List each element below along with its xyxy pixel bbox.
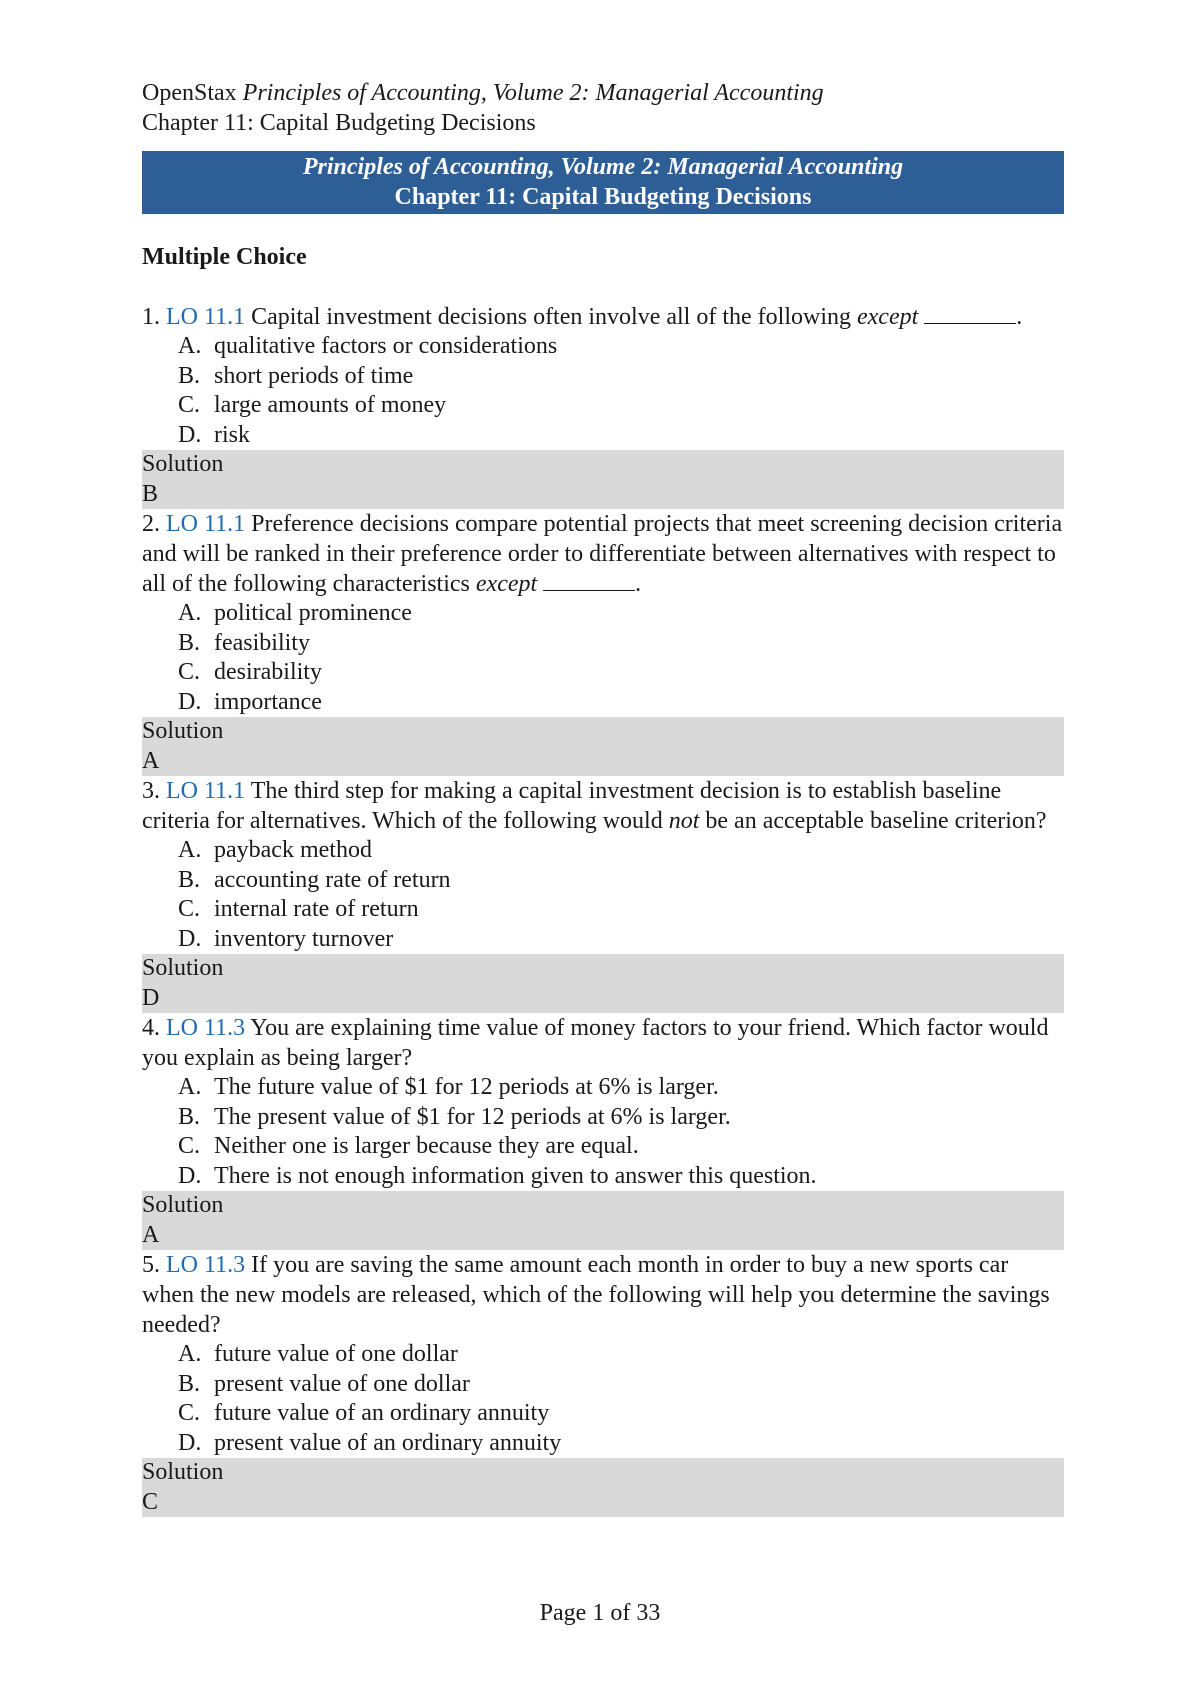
- banner-chapter-title: Chapter 11: Capital Budgeting Decisions: [394, 184, 812, 210]
- solution-answer: A: [142, 747, 160, 774]
- option-c: [142, 658, 1064, 688]
- option-a: [142, 332, 1064, 362]
- option-text: qualitative factors or considerations: [214, 333, 558, 359]
- solution-box: [142, 1191, 1064, 1250]
- learning-objective-tag: LO 11.3: [166, 1252, 246, 1278]
- option-letter: C.: [178, 392, 201, 418]
- banner-book-title: Principles of Accounting, Volume 2: Managerial Accounting: [302, 154, 904, 180]
- question-emphasis: not: [668, 808, 700, 834]
- option-letter: A.: [178, 1341, 202, 1367]
- publisher-name: OpenStax: [142, 80, 237, 106]
- option-a: [142, 836, 1064, 866]
- question-number: 3.: [142, 778, 160, 804]
- question-3: [142, 776, 1064, 1013]
- book-title: Principles of Accounting, Volume 2: Managerial Accounting: [242, 80, 824, 106]
- page-content: [142, 78, 1064, 1517]
- option-b: [142, 629, 1064, 659]
- question-4: [142, 1013, 1064, 1250]
- answer-options: [142, 836, 1064, 954]
- option-a: [142, 1073, 1064, 1103]
- option-letter: B.: [178, 866, 201, 893]
- option-b: [142, 866, 1064, 896]
- running-header: [142, 78, 1064, 138]
- solution-label: Solution: [142, 955, 224, 981]
- option-letter: D.: [178, 1429, 202, 1456]
- option-a: [142, 599, 1064, 629]
- answer-options: [142, 332, 1064, 450]
- question-emphasis: except: [475, 571, 538, 597]
- option-c: [142, 391, 1064, 421]
- page-footer: [0, 1600, 1200, 1627]
- question-text: [142, 1013, 1064, 1073]
- question-stem-end: .: [1016, 304, 1023, 330]
- option-letter: A.: [178, 600, 202, 626]
- option-letter: B.: [178, 1370, 201, 1397]
- option-text: present value of one dollar: [214, 1370, 470, 1397]
- option-letter: A.: [178, 333, 202, 359]
- question-5: [142, 1250, 1064, 1517]
- section-title: Multiple Choice: [142, 244, 307, 270]
- option-d: [142, 688, 1064, 718]
- option-text: accounting rate of return: [214, 866, 451, 893]
- option-b: [142, 362, 1064, 392]
- option-text: internal rate of return: [214, 896, 419, 922]
- learning-objective-tag: LO 11.3: [166, 1015, 246, 1041]
- question-2: [142, 509, 1064, 776]
- question-stem: You are explaining time value of money factors to your friend. Which factor would you explain as being larger?: [142, 1015, 1049, 1071]
- solution-answer: C: [142, 1488, 159, 1515]
- solution-box: [142, 1458, 1064, 1517]
- option-text: present value of an ordinary annuity: [214, 1429, 562, 1456]
- answer-blank: [924, 303, 1016, 324]
- question-emphasis: except: [857, 304, 919, 330]
- option-c: [142, 1132, 1064, 1162]
- option-text: inventory turnover: [214, 925, 394, 952]
- question-stem-end: be an acceptable baseline criterion?: [705, 808, 1047, 834]
- option-letter: D.: [178, 1162, 202, 1189]
- option-text: future value of an ordinary annuity: [214, 1400, 550, 1426]
- option-text: desirability: [214, 659, 322, 685]
- answer-options: [142, 599, 1064, 717]
- question-text: [142, 509, 1064, 599]
- option-text: payback method: [214, 837, 372, 863]
- answer-blank: [543, 570, 635, 591]
- solution-label: Solution: [142, 718, 224, 744]
- option-c: [142, 895, 1064, 925]
- learning-objective-tag: LO 11.1: [166, 304, 246, 330]
- question-number: 5.: [142, 1252, 160, 1278]
- option-text: feasibility: [214, 629, 310, 656]
- solution-label: Solution: [142, 1459, 224, 1485]
- option-letter: C.: [178, 659, 201, 685]
- solution-box: [142, 450, 1064, 509]
- option-letter: B.: [178, 362, 201, 389]
- question-1: [142, 302, 1064, 509]
- option-d: [142, 1429, 1064, 1459]
- option-text: future value of one dollar: [214, 1341, 458, 1367]
- answer-options: [142, 1073, 1064, 1191]
- page-number: Page 1 of 33: [539, 1600, 661, 1626]
- option-b: [142, 1103, 1064, 1133]
- option-text: The present value of $1 for 12 periods at 6% is larger.: [214, 1103, 731, 1130]
- question-number: 1.: [142, 304, 160, 330]
- solution-answer: D: [142, 984, 160, 1011]
- option-letter: C.: [178, 1133, 201, 1159]
- option-b: [142, 1370, 1064, 1400]
- option-letter: B.: [178, 629, 201, 656]
- solution-label: Solution: [142, 1192, 224, 1218]
- question-text: [142, 1250, 1064, 1340]
- question-stem: Preference decisions compare potential projects that meet screening decision criteria and will be ranked in their preference order to differentiate between alternatives with respect to all of the following characteristics: [142, 511, 1063, 597]
- option-d: [142, 421, 1064, 451]
- option-letter: B.: [178, 1103, 201, 1130]
- question-stem: The third step for making a capital investment decision is to establish baseline criteria for alternatives. Which of the following would: [142, 778, 1002, 834]
- option-text: The future value of $1 for 12 periods at 6% is larger.: [214, 1074, 719, 1100]
- option-text: importance: [214, 688, 322, 715]
- option-text: short periods of time: [214, 362, 414, 389]
- option-letter: A.: [178, 837, 202, 863]
- learning-objective-tag: LO 11.1: [166, 511, 246, 537]
- solution-box: [142, 717, 1064, 776]
- question-text: [142, 302, 1064, 332]
- option-a: [142, 1340, 1064, 1370]
- running-header-title-line: [142, 78, 1064, 108]
- option-text: There is not enough information given to answer this question.: [214, 1162, 817, 1189]
- option-text: political prominence: [214, 600, 412, 626]
- option-text: Neither one is larger because they are equal.: [214, 1133, 639, 1159]
- question-number: 4.: [142, 1015, 160, 1041]
- chapter-title: Chapter 11: Capital Budgeting Decisions: [142, 110, 536, 136]
- solution-answer: A: [142, 1221, 160, 1248]
- solution-box: [142, 954, 1064, 1013]
- option-d: [142, 1162, 1064, 1192]
- option-letter: D.: [178, 925, 202, 952]
- question-stem-end: .: [635, 571, 642, 597]
- option-c: [142, 1399, 1064, 1429]
- option-letter: D.: [178, 688, 202, 715]
- learning-objective-tag: LO 11.1: [166, 778, 246, 804]
- option-letter: D.: [178, 421, 202, 448]
- option-letter: C.: [178, 1400, 201, 1426]
- question-text: [142, 776, 1064, 836]
- title-banner: [142, 151, 1064, 214]
- answer-options: [142, 1340, 1064, 1458]
- question-stem: Capital investment decisions often involve all of the following: [251, 304, 851, 330]
- solution-answer: B: [142, 480, 159, 507]
- option-d: [142, 925, 1064, 955]
- option-letter: A.: [178, 1074, 202, 1100]
- option-letter: C.: [178, 896, 201, 922]
- option-text: risk: [214, 421, 250, 448]
- question-stem: If you are saving the same amount each month in order to buy a new sports car when the new models are released, which of the following will help you determine the savings needed?: [142, 1252, 1050, 1338]
- solution-label: Solution: [142, 451, 224, 477]
- option-text: large amounts of money: [214, 392, 447, 418]
- question-number: 2.: [142, 511, 160, 537]
